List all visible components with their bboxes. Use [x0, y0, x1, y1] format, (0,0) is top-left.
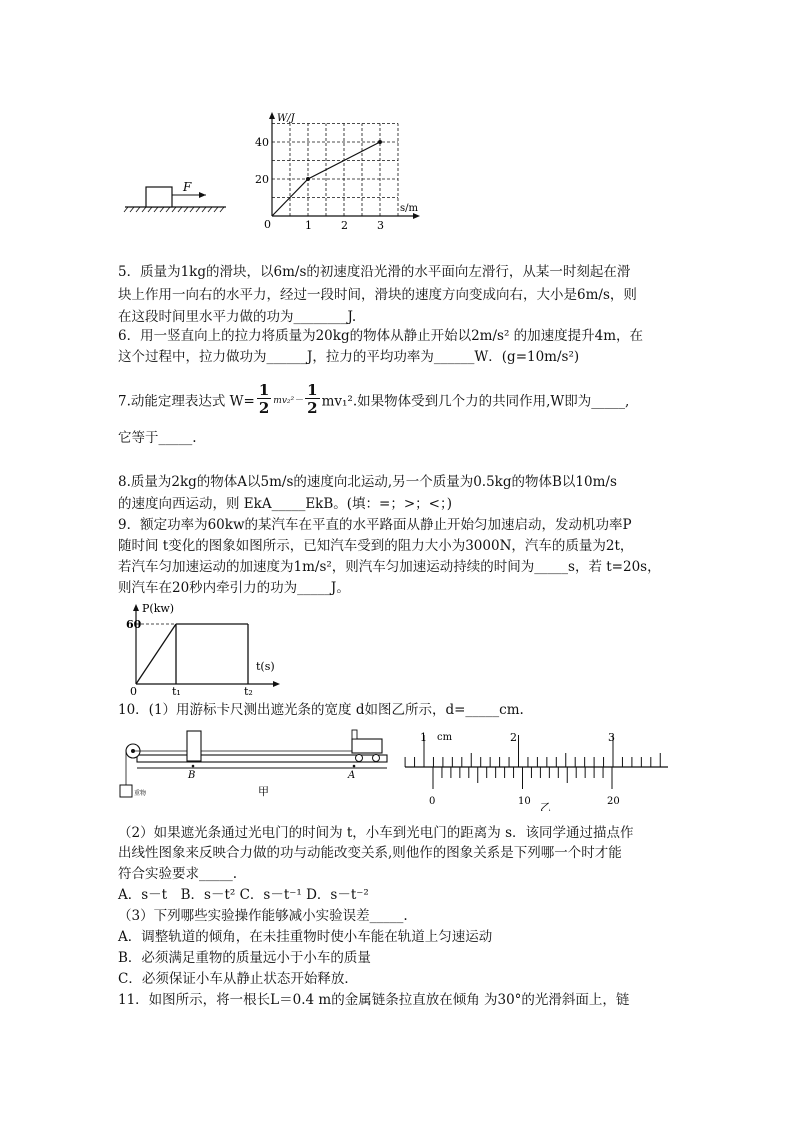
chart-grid: [272, 124, 398, 217]
track-apparatus-diagram: [115, 725, 395, 805]
photogate-b: [187, 731, 201, 761]
y-axis-label: W/J: [277, 113, 295, 124]
x-tick-label: 1: [305, 219, 312, 232]
weight-label: 重物: [134, 790, 147, 797]
main-label-1: 1: [420, 731, 427, 744]
vernier-caliper-diagram: [400, 727, 672, 811]
vern-label-20: 20: [607, 796, 620, 807]
q8-line1: 8.质量为2kg的物体A以5m/s的速度向北运动,另一个质量为0.5kg的物体B以10m/s: [118, 474, 617, 490]
q5-line2: 块上作用一向右的水平力，经过一段时间，滑块的速度方向变成向右，大小是6m/s，则: [118, 287, 637, 303]
weight: [120, 785, 132, 797]
block: [146, 187, 172, 207]
x-label: t(s): [256, 660, 275, 673]
q10-part3: （3）下列哪些实验操作能够减小实验误差_____.: [118, 908, 408, 924]
caption-yi: 乙: [540, 801, 551, 811]
origin-label: 0: [130, 685, 137, 698]
q9-line1: 9．额定功率为60kw的某汽车在平直的水平路面从静止开始匀加速启动，发动机功率P: [118, 517, 632, 533]
y-tick-label: 40: [255, 136, 269, 149]
main-label-3: 3: [608, 731, 615, 744]
label-b: B: [188, 770, 196, 781]
q8-line2: 的速度向西运动，则 EkA_____EkB。(填：=；>；<；): [118, 496, 452, 512]
x-axis-label: s/m: [400, 203, 418, 214]
y-tick-label: 20: [255, 173, 269, 186]
unit-cm: cm: [437, 732, 453, 743]
power-time-chart: [126, 600, 286, 698]
ramp-line: [136, 624, 176, 684]
q10-option-a: A．调整轨道的倾角，在未挂重物时使小车能在轨道上匀速运动: [118, 929, 493, 945]
t2-label: t₂: [244, 685, 253, 698]
q10-option-c: C．必须保证小车从静止状态开始释放．: [118, 971, 358, 987]
q6-line2: 这个过程中，拉力做功为______J，拉力的平均功率为______W．(g=10m/s²): [118, 349, 580, 365]
q11-line1: 11．如图所示，将一根长L＝0.4 m的金属链条拉直放在倾角 为30°的光滑斜面上，链: [118, 992, 630, 1008]
q9-line4: 则汽车在20秒内牵引力的功为_____J。: [118, 580, 350, 596]
q7-line2: 它等于_____.: [118, 430, 197, 446]
q10-part2-line1: （2）如果遮光条通过光电门的时间为 t，小车到光电门的距离为 s．该同学通过描点作: [118, 825, 634, 841]
main-label-2: 2: [510, 731, 517, 744]
q7-prefix: 7.动能定理表达式 W=: [118, 393, 255, 410]
force-label: F: [183, 180, 192, 194]
q5-line3: 在这段时间里水平力做的功为________J.: [118, 309, 357, 325]
y-label: P(kw): [142, 602, 175, 615]
origin-label: 0: [264, 218, 271, 231]
q7-term1: mv₂²－: [273, 396, 304, 406]
fraction-half-2: $\frac{1}{2}$: [307, 381, 318, 417]
x-tick-label: 2: [341, 219, 348, 232]
label-a: A: [348, 770, 356, 781]
q7-term2: mv₁².如果物体受到几个力的共同作用,W即为_____,: [321, 393, 630, 410]
y-tick-60: 60: [126, 618, 142, 631]
data-point: [378, 140, 382, 144]
work-displacement-chart: [252, 110, 427, 235]
q10-option-b: B．必须满足重物的质量远小于小车的质量: [118, 950, 371, 966]
x-tick-label: 3: [377, 219, 384, 232]
q6-line1: 6．用一竖直向上的拉力将质量为20kg的物体从静止开始以2m/s² 的加速度提升4m，在: [118, 328, 644, 344]
q10-line1: 10．(1）用游标卡尺测出遮光条的宽度 d如图乙所示，d=_____cm.: [118, 702, 524, 718]
q10-part2-line2: 出线性图象来反映合力做的功与动能改变关系,则他作的图象关系是下列哪一个时才能: [118, 845, 622, 861]
q5-line1: 5．质量为1kg的滑块，以6m/s的初速度沿光滑的水平面向左滑行，从某一时刻起在滑: [118, 264, 631, 280]
data-point: [306, 177, 310, 181]
track: [137, 755, 387, 762]
vern-label-10: 10: [518, 796, 531, 807]
block-force-diagram: [120, 175, 232, 215]
cart: [352, 739, 382, 753]
q10-part2-line3: 符合实验要求_____.: [118, 866, 238, 882]
q9-line2: 随时间 t变化的图象如图所示，已知汽车受到的阻力大小为3000N，汽车的质量为2t，: [118, 538, 634, 554]
fraction-half-1: $\frac{1}{2}$: [258, 381, 270, 417]
q9-line3: 若汽车匀加速运动的加速度为1m/s²，则汽车匀加速运动持续的时间为_____s，若 t=20s，: [118, 559, 661, 575]
caption-jia: 甲: [258, 785, 269, 798]
t1-label: t₁: [172, 685, 181, 698]
q10-part2-options: A．s－t B．s－t² C．s－t⁻¹ D．s－t⁻²: [118, 887, 369, 903]
vern-label-0: 0: [429, 796, 436, 807]
